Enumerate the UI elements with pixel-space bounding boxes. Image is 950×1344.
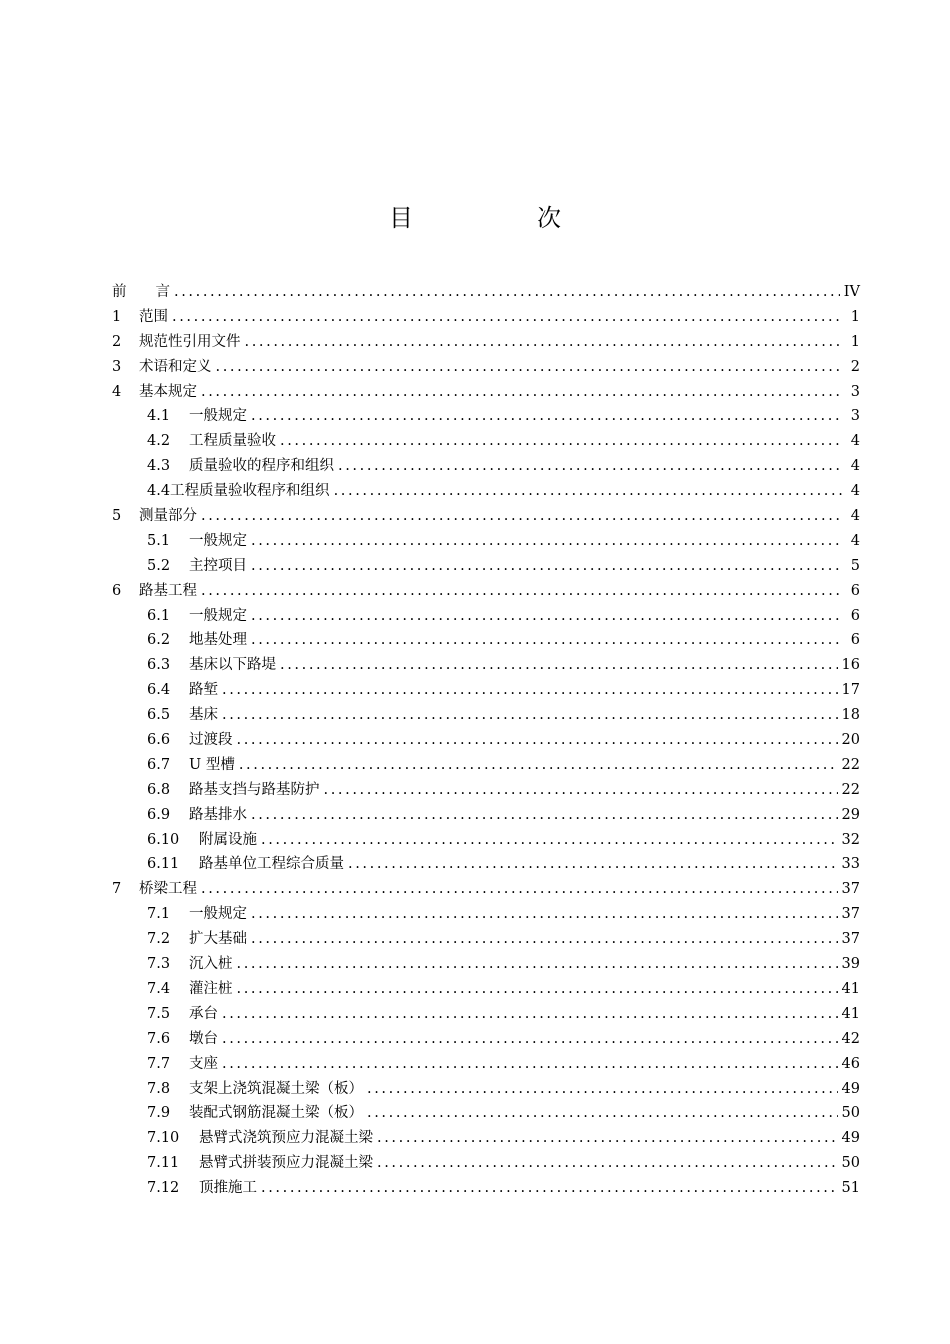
toc-entry-page-number: 16 bbox=[841, 657, 860, 674]
toc-entry-number: 6.11 bbox=[147, 856, 180, 873]
toc-entry-title: 一般规定 bbox=[189, 607, 247, 624]
toc-entry[interactable] bbox=[112, 678, 860, 703]
toc-leader-dots bbox=[237, 977, 838, 1002]
table-of-contents bbox=[112, 280, 860, 1201]
toc-entry-title: 悬臂式拼装预应力混凝土梁 bbox=[199, 1155, 373, 1172]
toc-entry-page-number: 37 bbox=[841, 906, 860, 923]
toc-entry-page-number: 50 bbox=[841, 1155, 860, 1172]
toc-entry-number: 7.11 bbox=[147, 1155, 180, 1172]
toc-entry[interactable] bbox=[112, 504, 860, 529]
toc-entry-title: 桥梁工程 bbox=[139, 881, 197, 898]
toc-entry-page-number: 33 bbox=[841, 856, 860, 873]
toc-entry-page-number: 29 bbox=[841, 806, 860, 823]
toc-entry[interactable] bbox=[112, 305, 860, 330]
toc-entry[interactable] bbox=[112, 728, 860, 753]
toc-entry-page-number: 3 bbox=[850, 383, 860, 400]
toc-entry-number: 7.7 bbox=[147, 1055, 171, 1072]
toc-entry-title: 悬臂式浇筑预应力混凝土梁 bbox=[199, 1130, 373, 1147]
toc-entry[interactable] bbox=[112, 927, 860, 952]
toc-entry-title: 测量部分 bbox=[139, 508, 197, 525]
toc-leader-dots bbox=[280, 653, 838, 678]
toc-leader-dots bbox=[222, 703, 838, 728]
toc-entry-number: 7.3 bbox=[147, 956, 171, 973]
toc-entry-number: 5.2 bbox=[147, 557, 171, 574]
toc-entry-page-number: 5 bbox=[850, 557, 860, 574]
toc-entry[interactable] bbox=[112, 1151, 860, 1176]
toc-leader-dots bbox=[201, 877, 838, 902]
toc-entry-title: 顶推施工 bbox=[199, 1180, 257, 1197]
toc-entry-page-number: IV bbox=[843, 284, 860, 300]
toc-leader-dots bbox=[245, 330, 843, 355]
toc-entry-number: 6.2 bbox=[147, 632, 171, 649]
toc-entry-number: 6.5 bbox=[147, 707, 171, 724]
toc-entry-page-number: 50 bbox=[841, 1105, 860, 1122]
toc-entry-number: 7.2 bbox=[147, 931, 171, 948]
toc-entry-page-number: 22 bbox=[841, 781, 860, 798]
toc-entry[interactable] bbox=[112, 355, 860, 380]
toc-entry[interactable] bbox=[112, 653, 860, 678]
toc-entry-number: 6.7 bbox=[147, 756, 171, 773]
toc-entry[interactable] bbox=[112, 828, 860, 853]
toc-entry[interactable] bbox=[112, 703, 860, 728]
toc-entry-number: 7.6 bbox=[147, 1030, 171, 1047]
toc-leader-dots bbox=[216, 355, 843, 380]
toc-entry-number: 5 bbox=[112, 508, 122, 525]
toc-leader-dots bbox=[222, 678, 838, 703]
toc-entry-page-number: 41 bbox=[841, 980, 860, 997]
toc-entry-title: 附属设施 bbox=[199, 831, 257, 848]
toc-entry-title: 工程质量验收 bbox=[189, 433, 276, 450]
toc-entry-title: 路基支挡与路基防护 bbox=[189, 781, 320, 798]
toc-leader-dots bbox=[251, 604, 842, 629]
page-title: 目 次 bbox=[389, 204, 611, 232]
toc-entry-title: 地基处理 bbox=[189, 632, 247, 649]
toc-entry[interactable] bbox=[112, 902, 860, 927]
toc-entry-title: 装配式钢筋混凝土梁（板） bbox=[189, 1105, 363, 1122]
toc-entry[interactable] bbox=[112, 380, 860, 405]
toc-entry-page-number: 3 bbox=[850, 408, 860, 425]
toc-entry[interactable] bbox=[112, 604, 860, 629]
toc-entry[interactable] bbox=[112, 1077, 860, 1102]
toc-entry-page-number: 18 bbox=[841, 707, 860, 724]
toc-entry-number: 4 bbox=[112, 383, 122, 400]
toc-entry[interactable] bbox=[112, 554, 860, 579]
toc-entry[interactable] bbox=[112, 1027, 860, 1052]
toc-entry[interactable] bbox=[112, 753, 860, 778]
toc-entry-title: 墩台 bbox=[189, 1030, 218, 1047]
toc-entry-title: 主控项目 bbox=[189, 557, 247, 574]
toc-entry-number: 6.8 bbox=[147, 781, 171, 798]
toc-entry-title: 路堑 bbox=[189, 682, 218, 699]
toc-leader-dots bbox=[201, 380, 842, 405]
toc-entry-page-number: 1 bbox=[850, 333, 860, 350]
toc-entry-title: 灌注桩 bbox=[189, 980, 233, 997]
toc-entry-number: 7.4 bbox=[147, 980, 171, 997]
toc-entry[interactable] bbox=[112, 952, 860, 977]
toc-leader-dots bbox=[261, 828, 838, 853]
toc-entry-page-number: 41 bbox=[841, 1005, 860, 1022]
toc-entry-number: 7 bbox=[112, 881, 122, 898]
toc-entry-title: 沉入桩 bbox=[189, 956, 233, 973]
toc-leader-dots bbox=[348, 852, 838, 877]
toc-entry-title: 规范性引用文件 bbox=[139, 333, 241, 350]
toc-entry-title: 一般规定 bbox=[189, 408, 247, 425]
toc-entry[interactable] bbox=[112, 628, 860, 653]
toc-entry-title: 4.4工程质量验收程序和组织 bbox=[147, 483, 330, 500]
toc-leader-dots bbox=[251, 554, 842, 579]
toc-entry-title: 支架上浇筑混凝土梁（板） bbox=[189, 1080, 363, 1097]
toc-entry-number: 4.3 bbox=[147, 458, 171, 475]
toc-entry-title: 路基排水 bbox=[189, 806, 247, 823]
toc-entry-number: 2 bbox=[112, 333, 122, 350]
toc-leader-dots bbox=[237, 728, 838, 753]
toc-entry[interactable] bbox=[112, 280, 860, 305]
toc-entry-number: 3 bbox=[112, 358, 122, 375]
toc-entry-number: 6.4 bbox=[147, 682, 171, 699]
toc-entry[interactable] bbox=[112, 429, 860, 454]
toc-leader-dots bbox=[367, 1101, 838, 1126]
toc-leader-dots bbox=[367, 1077, 838, 1102]
toc-entry-page-number: 4 bbox=[850, 433, 860, 450]
toc-entry-page-number: 4 bbox=[850, 483, 860, 500]
toc-entry-page-number: 37 bbox=[841, 881, 860, 898]
toc-entry[interactable] bbox=[112, 778, 860, 803]
toc-entry-title: 支座 bbox=[189, 1055, 218, 1072]
toc-entry-number: 7.9 bbox=[147, 1105, 171, 1122]
toc-leader-dots bbox=[251, 404, 842, 429]
toc-entry-page-number: 20 bbox=[841, 732, 860, 749]
toc-leader-dots bbox=[251, 902, 838, 927]
toc-leader-dots bbox=[338, 454, 842, 479]
toc-entry-title: 范围 bbox=[139, 308, 168, 325]
toc-entry-title: 扩大基础 bbox=[189, 931, 247, 948]
toc-leader-dots bbox=[251, 529, 842, 554]
toc-entry-page-number: 46 bbox=[841, 1055, 860, 1072]
toc-entry-title: 路基单位工程综合质量 bbox=[199, 856, 344, 873]
toc-entry-page-number: 22 bbox=[841, 756, 860, 773]
toc-entry-number: 4.1 bbox=[147, 408, 171, 425]
toc-entry[interactable] bbox=[112, 1002, 860, 1027]
toc-entry-page-number: 4 bbox=[850, 532, 860, 549]
toc-leader-dots bbox=[251, 803, 838, 828]
toc-leader-dots bbox=[201, 504, 842, 529]
toc-entry-number: 6.1 bbox=[147, 607, 171, 624]
toc-leader-dots bbox=[222, 1052, 838, 1077]
toc-entry[interactable] bbox=[112, 1052, 860, 1077]
toc-entry-number: 6.6 bbox=[147, 732, 171, 749]
toc-leader-dots bbox=[251, 628, 842, 653]
toc-leader-dots bbox=[324, 778, 838, 803]
toc-entry[interactable] bbox=[112, 977, 860, 1002]
toc-leader-dots bbox=[237, 952, 838, 977]
toc-entry[interactable] bbox=[112, 330, 860, 355]
toc-entry-page-number: 37 bbox=[841, 931, 860, 948]
toc-entry-page-number: 6 bbox=[850, 582, 860, 599]
toc-entry-title: 过渡段 bbox=[189, 732, 233, 749]
toc-entry-title: U 型槽 bbox=[189, 756, 235, 773]
toc-entry-number: 7.12 bbox=[147, 1180, 180, 1197]
toc-entry[interactable] bbox=[112, 852, 860, 877]
toc-entry[interactable] bbox=[112, 803, 860, 828]
toc-entry-number: 7.1 bbox=[147, 906, 171, 923]
toc-entry-page-number: 51 bbox=[841, 1180, 860, 1197]
toc-entry[interactable] bbox=[112, 529, 860, 554]
toc-entry-number: 7.5 bbox=[147, 1005, 171, 1022]
toc-entry[interactable] bbox=[112, 454, 860, 479]
toc-entry-title: 基本规定 bbox=[139, 383, 197, 400]
toc-entry-number: 6.3 bbox=[147, 657, 171, 674]
toc-entry-number: 6.9 bbox=[147, 806, 171, 823]
toc-entry-number: 1 bbox=[112, 308, 122, 325]
toc-leader-dots bbox=[334, 479, 842, 504]
toc-entry-title: 承台 bbox=[189, 1005, 218, 1022]
toc-entry[interactable] bbox=[112, 404, 860, 429]
toc-entry-page-number: 49 bbox=[841, 1130, 860, 1147]
toc-entry-number: 6 bbox=[112, 582, 122, 599]
toc-leader-dots bbox=[222, 1002, 838, 1027]
toc-entry-title: 术语和定义 bbox=[139, 358, 212, 375]
toc-leader-dots bbox=[201, 579, 842, 604]
toc-entry-page-number: 49 bbox=[841, 1080, 860, 1097]
toc-entry-number: 7.8 bbox=[147, 1080, 171, 1097]
toc-entry-page-number: 4 bbox=[850, 458, 860, 475]
toc-entry-number: 5.1 bbox=[147, 532, 171, 549]
toc-entry-title: 前 言 bbox=[112, 284, 170, 300]
toc-leader-dots bbox=[377, 1151, 838, 1176]
toc-entry[interactable] bbox=[112, 877, 860, 902]
toc-entry-title: 质量验收的程序和组织 bbox=[189, 458, 334, 475]
toc-entry-page-number: 6 bbox=[850, 632, 860, 649]
toc-entry-number: 7.10 bbox=[147, 1130, 180, 1147]
toc-entry-page-number: 42 bbox=[841, 1030, 860, 1047]
toc-entry-number: 6.10 bbox=[147, 831, 180, 848]
toc-leader-dots bbox=[174, 280, 840, 305]
toc-leader-dots bbox=[377, 1126, 838, 1151]
toc-entry-title: 一般规定 bbox=[189, 906, 247, 923]
toc-entry-page-number: 39 bbox=[841, 956, 860, 973]
toc-leader-dots bbox=[251, 927, 838, 952]
toc-entry-title: 基床 bbox=[189, 707, 218, 724]
toc-entry[interactable] bbox=[112, 1126, 860, 1151]
toc-leader-dots bbox=[239, 753, 838, 778]
toc-entry-page-number: 4 bbox=[850, 508, 860, 525]
toc-leader-dots bbox=[261, 1176, 838, 1201]
toc-entry-title: 基床以下路堤 bbox=[189, 657, 276, 674]
toc-entry[interactable] bbox=[112, 1176, 860, 1201]
toc-entry[interactable] bbox=[112, 579, 860, 604]
toc-entry-title: 一般规定 bbox=[189, 532, 247, 549]
toc-entry-title: 路基工程 bbox=[139, 582, 197, 599]
toc-entry-page-number: 32 bbox=[841, 831, 860, 848]
toc-leader-dots bbox=[172, 305, 842, 330]
toc-entry[interactable] bbox=[112, 1101, 860, 1126]
toc-entry-page-number: 1 bbox=[850, 308, 860, 325]
toc-entry-number: 4.2 bbox=[147, 433, 171, 450]
toc-entry[interactable] bbox=[112, 479, 860, 504]
toc-leader-dots bbox=[222, 1027, 838, 1052]
toc-leader-dots bbox=[280, 429, 842, 454]
toc-entry-page-number: 17 bbox=[841, 682, 860, 699]
toc-entry-page-number: 2 bbox=[850, 358, 860, 375]
toc-entry-page-number: 6 bbox=[850, 607, 860, 624]
